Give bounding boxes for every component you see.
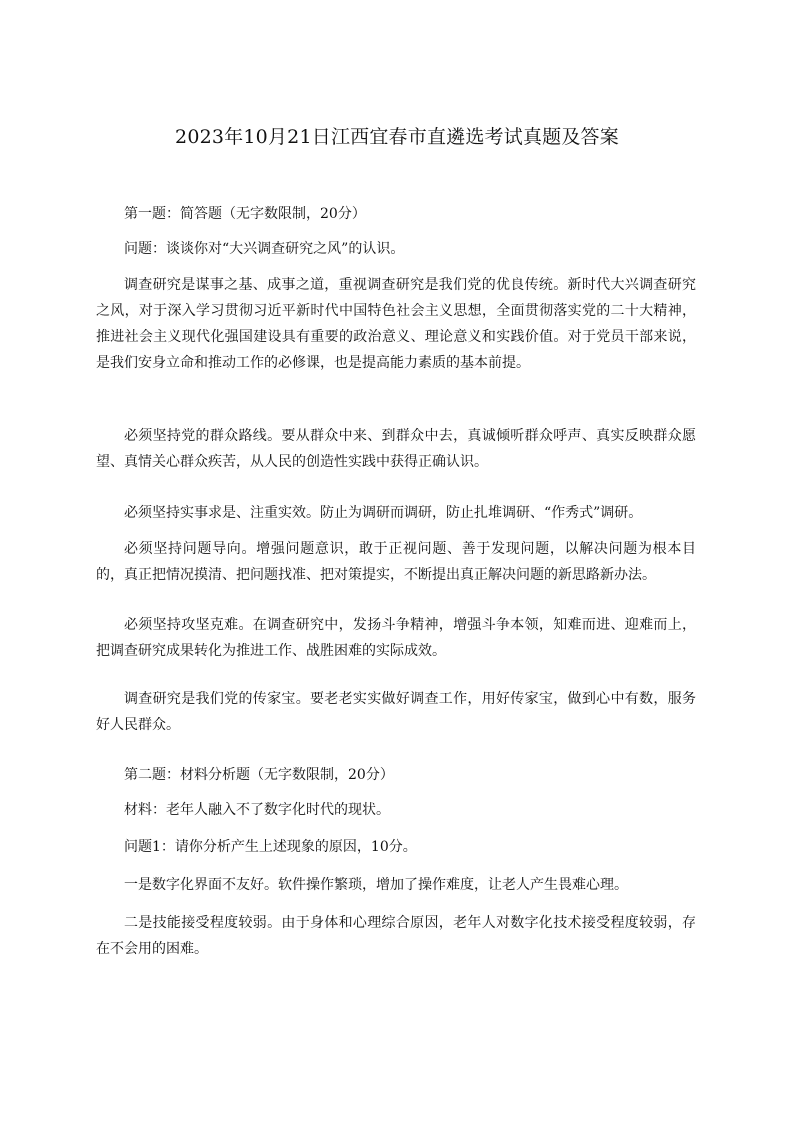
answer-paragraph-problem-oriented: 必须坚持问题导向。增强问题意识，敢于正视问题、善于发现问题，以解决问题为根本目的，真正把情况摸清、把问题找准、把对策提实，不断提出真正解决问题的新思路新办法。 xyxy=(96,541,696,583)
answer-reason-2: 二是技能接受程度较弱。由于身体和心理综合原因，老年人对数字化技术接受程度较弱，存在不会用的困难。 xyxy=(96,915,696,957)
answer-paragraph-mass-line: 必须坚持党的群众路线。要从群众中来、到群众中去，真诚倾听群众呼声、真实反映群众愿望、真情关心群众疾苦，从人民的创造性实践中获得正确认识。 xyxy=(96,428,696,470)
answer-reason-1: 一是数字化界面不友好。软件操作繁琐，增加了操作难度，让老人产生畏难心理。 xyxy=(124,877,628,893)
material-text: 材料：老年人融入不了数字化时代的现状。 xyxy=(124,802,390,818)
answer-paragraph-overcome-difficulty: 必须坚持攻坚克难。在调查研究中，发扬斗争精神，增强斗争本领，知难而进、迎难而上，把调查研究成果转化为推进工作、战胜困难的实际成效。 xyxy=(96,617,696,659)
answer-paragraph-seek-truth: 必须坚持实事求是、注重实效。防止为调研而调研，防止扎堆调研、“作秀式”调研。 xyxy=(124,505,643,521)
document-title: 2023年10月21日江西宜春市直遴选考试真题及答案 xyxy=(175,126,619,148)
section-1-heading: 第一题：简答题（无字数限制，20分） xyxy=(124,206,366,222)
answer-paragraph-conclusion: 调查研究是我们党的传家宝。要老老实实做好调查工作，用好传家宝，做到心中有数，服务好人民群众。 xyxy=(96,691,696,733)
section-2-heading: 第二题：材料分析题（无字数限制，20分） xyxy=(124,767,394,783)
question-2-1: 问题1：请你分析产生上述现象的原因，10分。 xyxy=(124,839,417,855)
question-1: 问题：谈谈你对“大兴调查研究之风”的认识。 xyxy=(124,241,405,257)
answer-paragraph-intro: 调查研究是谋事之基、成事之道，重视调查研究是我们党的优良传统。新时代大兴调查研究之风，对于深入学习贯彻习近平新时代中国特色社会主义思想，全面贯彻落实党的二十大精神，推进社会主义现代化强国建设具有重要的政治意义、理论意义和实践价值。对于党员干部来说，是我们安身立命和推动工作的必修课，也是提高能力素质的基本前提。 xyxy=(96,277,696,371)
